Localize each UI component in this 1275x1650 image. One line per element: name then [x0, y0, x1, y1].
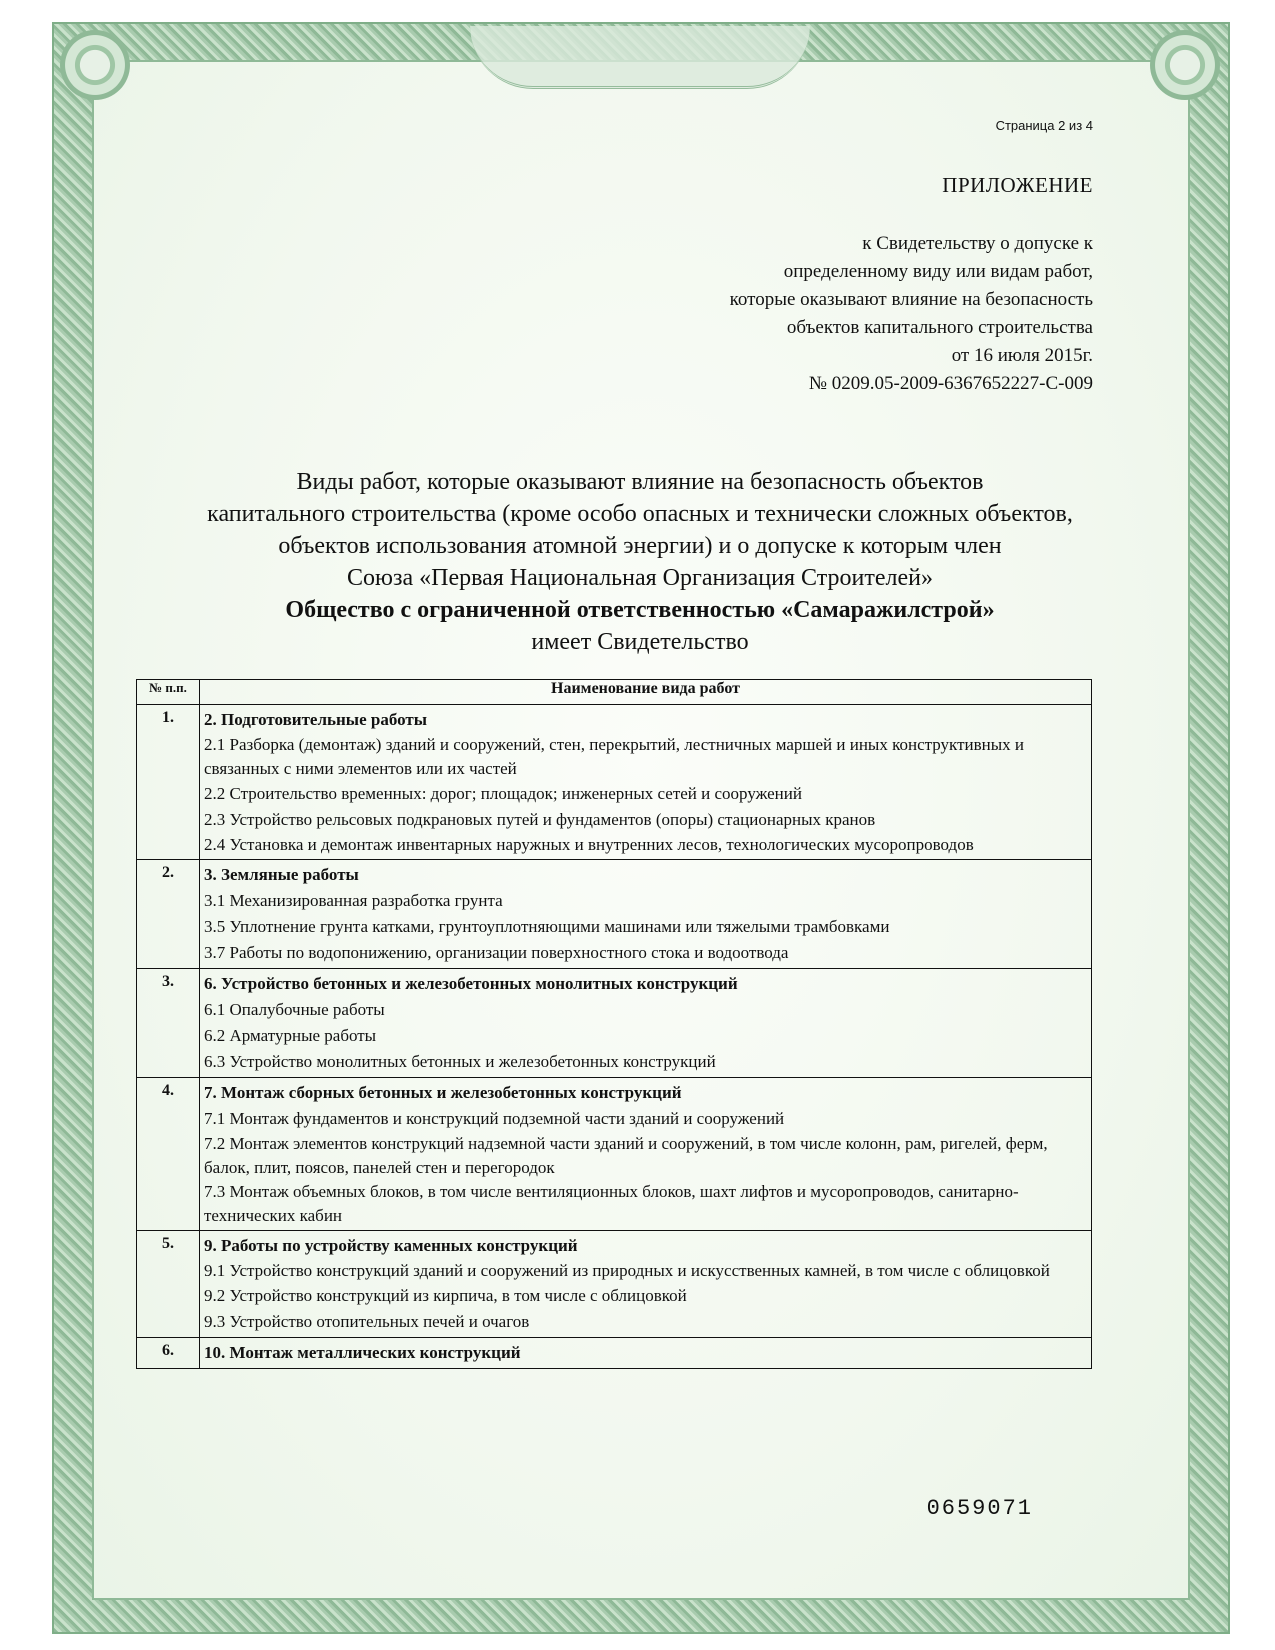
work-item: 7.3 Монтаж объемных блоков, в том числе вентиляционных блоков, шахт лифтов и мусоропроводов, санитарно-технических кабин	[204, 1182, 1019, 1225]
section-title: 9. Работы по устройству каменных конструкций	[204, 1236, 578, 1255]
work-item: 2.1 Разборка (демонтаж) зданий и сооружений, стен, перекрытий, лестничных маршей и иных конструктивных и связанных с ними элементов или их частей	[204, 735, 1025, 778]
title-line: капитального строительства (кроме особо опасных и технически сложных объектов,	[207, 501, 1073, 527]
top-ornament	[470, 26, 810, 89]
work-item: 3.5 Уплотнение грунта катками, грунтоуплотняющими машинами или тяжелыми трамбовками	[204, 917, 890, 936]
section-title: 2. Подготовительные работы	[204, 710, 428, 729]
header-reference	[730, 230, 1093, 398]
table-row	[137, 969, 1092, 1078]
work-item: 3.7 Работы по водопонижению, организации поверхностного стока и водоотвода	[204, 943, 789, 962]
row-content	[200, 705, 1092, 860]
work-item: 7.1 Монтаж фундаментов и конструкций подземной части зданий и сооружений	[204, 1109, 785, 1128]
title-line: Союза «Первая Национальная Организация Строителей»	[347, 565, 933, 591]
work-item: 9.2 Устройство конструкций из кирпича, в том числе с облицовкой	[204, 1286, 687, 1305]
section-title: 7. Монтаж сборных бетонных и железобетонных конструкций	[204, 1083, 682, 1102]
row-content	[200, 1338, 1092, 1369]
table-body	[137, 705, 1092, 1369]
header-date: от 16 июля 2015г.	[951, 345, 1093, 366]
work-item: 2.3 Устройство рельсовых подкрановых путей и фундаментов (опоры) стационарных кранов	[204, 810, 876, 829]
row-number: 5.	[137, 1231, 200, 1338]
row-number: 3.	[137, 969, 200, 1078]
header-line: к Свидетельству о допуске к	[862, 233, 1093, 254]
work-item: 9.3 Устройство отопительных печей и очагов	[204, 1312, 530, 1331]
header-line: которые оказывают влияние на безопасность	[729, 289, 1093, 310]
section-title: 3. Земляные работы	[204, 865, 359, 884]
work-item: 3.1 Механизированная разработка грунта	[204, 891, 503, 910]
section-title: 10. Монтаж металлических конструкций	[204, 1343, 521, 1362]
work-item: 6.2 Арматурные работы	[204, 1026, 377, 1045]
work-item: 6.3 Устройство монолитных бетонных и железобетонных конструкций	[204, 1052, 716, 1071]
serial-number: 0659071	[926, 1496, 1033, 1521]
table-row	[137, 705, 1092, 860]
corner-ornament-right	[1150, 30, 1220, 100]
appendix-title: ПРИЛОЖЕНИЕ	[942, 173, 1093, 197]
work-item: 7.2 Монтаж элементов конструкций надземной части зданий и сооружений, в том числе колонн, рам, ригелей, ферм, балок, плит, поясов, панелей стен и перегородок	[204, 1134, 1048, 1177]
table-header-row	[137, 680, 1092, 705]
company-name: Общество с ограниченной ответственностью «Самаражилстрой»	[285, 597, 995, 623]
table-row	[137, 1078, 1092, 1231]
row-content	[200, 1078, 1092, 1231]
title-tail: имеет Свидетельство	[531, 629, 749, 655]
table-row	[137, 860, 1092, 969]
column-header-number: № п.п.	[137, 680, 200, 705]
table-row	[137, 1338, 1092, 1369]
row-number: 2.	[137, 860, 200, 969]
row-number: 4.	[137, 1078, 200, 1231]
row-content	[200, 969, 1092, 1078]
title-line: объектов использования атомной энергии) и о допуске к которым член	[278, 533, 1002, 559]
row-content	[200, 1231, 1092, 1338]
works-table	[136, 679, 1092, 1369]
table-row	[137, 1231, 1092, 1338]
page-number: Страница 2 из 4	[995, 118, 1093, 133]
work-item: 2.4 Установка и демонтаж инвентарных наружных и внутренних лесов, технологических мусоропроводов	[204, 835, 974, 854]
title-line: Виды работ, которые оказывают влияние на безопасность объектов	[296, 469, 984, 495]
work-item: 6.1 Опалубочные работы	[204, 1000, 385, 1019]
column-header-name: Наименование вида работ	[200, 680, 1092, 705]
header-line: определенному виду или видам работ,	[783, 261, 1093, 282]
work-item: 2.2 Строительство временных: дорог; площадок; инженерных сетей и сооружений	[204, 784, 802, 803]
work-item: 9.1 Устройство конструкций зданий и сооружений из природных и искусственных камней, в том числе с облицовкой	[204, 1261, 1050, 1280]
row-number: 1.	[137, 705, 200, 860]
row-number: 6.	[137, 1338, 200, 1369]
header-line: объектов капитального строительства	[786, 317, 1093, 338]
section-title: 6. Устройство бетонных и железобетонных монолитных конструкций	[204, 974, 738, 993]
corner-ornament-left	[60, 30, 130, 100]
row-content	[200, 860, 1092, 969]
certificate-number: № 0209.05-2009-6367652227-С-009	[808, 373, 1093, 394]
document-title	[110, 466, 1170, 658]
